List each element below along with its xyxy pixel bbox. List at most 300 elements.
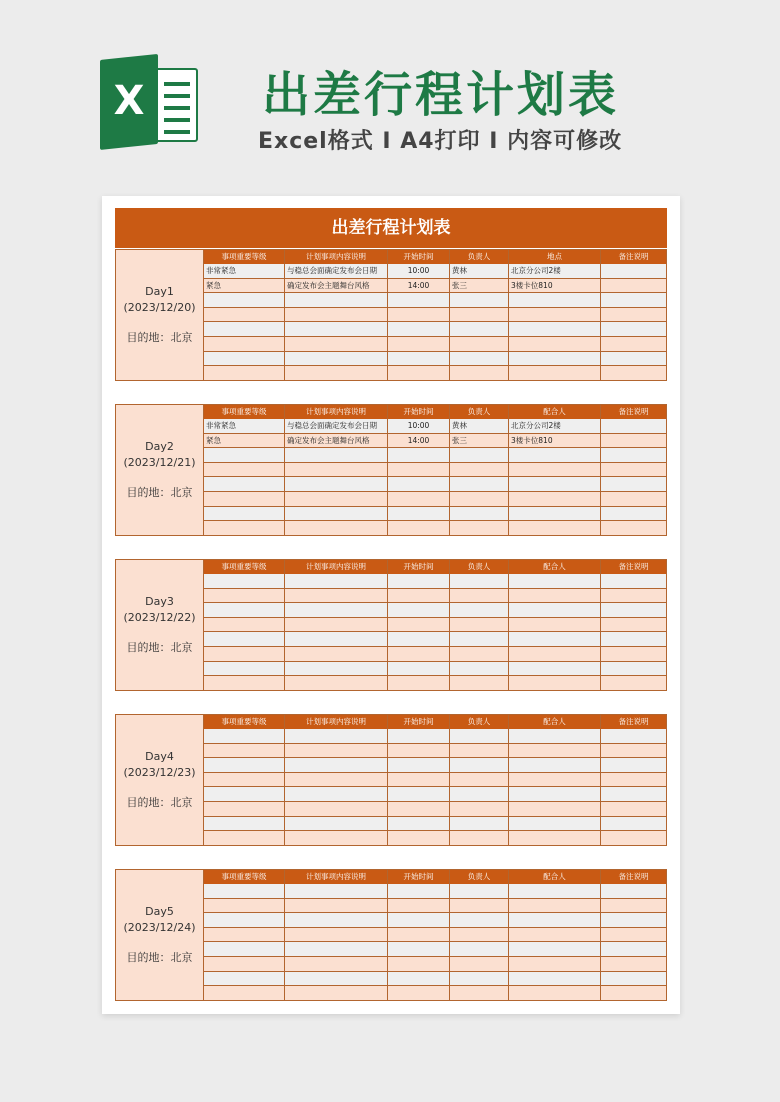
table-cell[interactable] (204, 492, 285, 506)
table-cell[interactable] (204, 913, 285, 927)
table-cell[interactable] (285, 913, 388, 927)
table-cell[interactable] (388, 802, 450, 816)
table-cell[interactable] (601, 773, 667, 787)
table-cell[interactable] (509, 366, 601, 380)
table-cell[interactable] (285, 972, 388, 986)
day-info-cell[interactable] (115, 560, 204, 691)
day-date: (2023/12/21) (123, 456, 196, 469)
table-cell[interactable]: 张三 (450, 434, 509, 448)
column-header[interactable]: 计划事项内容说明 (285, 870, 388, 884)
table-cell[interactable] (509, 589, 601, 603)
table-cell[interactable] (450, 507, 509, 521)
table-row (204, 744, 667, 759)
table-row (204, 419, 667, 434)
table-cell[interactable] (285, 957, 388, 971)
table-cell[interactable] (450, 647, 509, 661)
table-cell[interactable] (450, 463, 509, 477)
table-cell[interactable] (285, 773, 388, 787)
table-cell[interactable]: 确定发布会主题舞台风格 (285, 279, 388, 293)
table-cell[interactable] (388, 972, 450, 986)
table-cell[interactable] (601, 632, 667, 646)
table-cell[interactable] (450, 729, 509, 743)
table-cell[interactable] (204, 942, 285, 956)
table-cell[interactable] (204, 603, 285, 617)
column-header[interactable]: 备注说明 (601, 715, 667, 729)
column-header[interactable]: 备注说明 (601, 560, 667, 574)
table-row (204, 773, 667, 788)
column-header[interactable]: 事项重要等级 (204, 250, 285, 264)
table-cell[interactable] (204, 729, 285, 743)
table-cell[interactable] (450, 448, 509, 462)
table-cell[interactable] (450, 817, 509, 831)
column-header[interactable]: 计划事项内容说明 (285, 405, 388, 419)
table-cell[interactable] (450, 618, 509, 632)
excel-letter: X (113, 78, 145, 124)
table-cell[interactable] (388, 366, 450, 380)
table-cell[interactable] (285, 729, 388, 743)
table-cell[interactable] (204, 676, 285, 690)
column-header[interactable]: 负责人 (450, 405, 509, 419)
table-cell[interactable] (601, 434, 667, 448)
table-cell[interactable] (601, 337, 667, 351)
column-header[interactable]: 配合人 (509, 405, 601, 419)
column-header[interactable]: 事项重要等级 (204, 715, 285, 729)
table-cell[interactable] (285, 758, 388, 772)
table-cell[interactable] (388, 293, 450, 307)
table-cell[interactable] (450, 744, 509, 758)
table-cell[interactable] (204, 831, 285, 845)
table-cell[interactable] (388, 928, 450, 942)
table-cell[interactable] (509, 928, 601, 942)
table-cell[interactable] (509, 787, 601, 801)
table-row (204, 293, 667, 308)
table-cell[interactable] (509, 337, 601, 351)
table-cell[interactable] (509, 773, 601, 787)
table-cell[interactable] (509, 884, 601, 898)
table-cell[interactable] (450, 574, 509, 588)
column-header[interactable]: 配合人 (509, 870, 601, 884)
day-block (115, 404, 667, 535)
table-cell[interactable] (388, 942, 450, 956)
column-header[interactable]: 计划事项内容说明 (285, 715, 388, 729)
column-header[interactable]: 负责人 (450, 560, 509, 574)
day-destination: 目的地：北京 (126, 796, 193, 809)
table-cell[interactable] (509, 942, 601, 956)
table-cell[interactable]: 与稳总会面确定发布会日期 (285, 419, 388, 433)
column-header[interactable]: 开始时间 (388, 715, 450, 729)
table-cell[interactable] (450, 758, 509, 772)
table-cell[interactable] (450, 787, 509, 801)
table-cell[interactable] (285, 802, 388, 816)
table-cell[interactable] (450, 603, 509, 617)
table-cell[interactable]: 非常紧急 (204, 419, 285, 433)
table-cell[interactable] (450, 676, 509, 690)
table-cell[interactable] (388, 662, 450, 676)
table-cell[interactable] (388, 337, 450, 351)
column-header[interactable]: 地点 (509, 250, 601, 264)
table-cell[interactable]: 确定发布会主题舞台风格 (285, 434, 388, 448)
table-header-row (204, 250, 667, 264)
table-cell[interactable] (509, 618, 601, 632)
day-block (115, 559, 667, 690)
table-cell[interactable] (509, 632, 601, 646)
table-row (204, 279, 667, 294)
table-row (204, 366, 667, 381)
table-cell[interactable] (450, 352, 509, 366)
day-info-cell[interactable] (115, 870, 204, 1001)
table-cell[interactable] (601, 817, 667, 831)
table-cell[interactable] (601, 676, 667, 690)
column-header[interactable]: 计划事项内容说明 (285, 560, 388, 574)
table-cell[interactable] (601, 787, 667, 801)
column-header[interactable]: 备注说明 (601, 405, 667, 419)
column-header[interactable]: 配合人 (509, 715, 601, 729)
table-cell[interactable] (388, 957, 450, 971)
table-cell[interactable]: 张三 (450, 279, 509, 293)
table-cell[interactable] (509, 831, 601, 845)
table-cell[interactable] (450, 986, 509, 1000)
table-cell[interactable] (601, 831, 667, 845)
table-cell[interactable] (601, 589, 667, 603)
table-cell[interactable] (388, 632, 450, 646)
column-header[interactable]: 事项重要等级 (204, 560, 285, 574)
table-cell[interactable] (450, 337, 509, 351)
table-cell[interactable] (388, 744, 450, 758)
table-cell[interactable] (388, 492, 450, 506)
table-cell[interactable] (204, 521, 285, 535)
table-cell[interactable] (204, 647, 285, 661)
table-cell[interactable] (285, 521, 388, 535)
table-cell[interactable] (509, 322, 601, 336)
table-cell[interactable] (388, 448, 450, 462)
table-cell[interactable] (204, 632, 285, 646)
table-cell[interactable] (601, 463, 667, 477)
table-cell[interactable] (285, 337, 388, 351)
table-cell[interactable] (285, 817, 388, 831)
table-cell[interactable] (601, 802, 667, 816)
table-cell[interactable] (388, 831, 450, 845)
table-cell[interactable] (601, 603, 667, 617)
table-cell[interactable] (285, 463, 388, 477)
table-cell[interactable] (388, 817, 450, 831)
table-cell[interactable] (204, 773, 285, 787)
table-cell[interactable] (509, 463, 601, 477)
table-cell[interactable] (601, 293, 667, 307)
table-cell[interactable] (285, 662, 388, 676)
column-header[interactable]: 事项重要等级 (204, 405, 285, 419)
table-cell[interactable] (450, 928, 509, 942)
table-cell[interactable] (509, 744, 601, 758)
table-cell[interactable] (388, 884, 450, 898)
table-row (204, 942, 667, 957)
table-cell[interactable] (601, 574, 667, 588)
table-cell[interactable] (509, 972, 601, 986)
table-cell[interactable] (509, 913, 601, 927)
table-row (204, 574, 667, 589)
table-cell[interactable] (388, 787, 450, 801)
column-header[interactable]: 开始时间 (388, 560, 450, 574)
table-cell[interactable] (450, 366, 509, 380)
column-header[interactable]: 开始时间 (388, 870, 450, 884)
table-cell[interactable] (601, 662, 667, 676)
table-cell[interactable] (509, 477, 601, 491)
table-cell[interactable] (509, 521, 601, 535)
table-cell[interactable] (388, 913, 450, 927)
page-title: 出差行程计划表 (262, 67, 620, 123)
column-header[interactable]: 计划事项内容说明 (285, 250, 388, 264)
table-cell[interactable] (601, 521, 667, 535)
table-cell[interactable]: 北京分公司2楼 (509, 264, 601, 278)
day-info-cell[interactable] (115, 405, 204, 536)
table-cell[interactable] (450, 831, 509, 845)
table-cell[interactable] (388, 676, 450, 690)
table-cell[interactable] (204, 884, 285, 898)
table-cell[interactable] (204, 337, 285, 351)
table-cell[interactable] (450, 492, 509, 506)
table-cell[interactable] (601, 448, 667, 462)
table-cell[interactable] (450, 521, 509, 535)
column-header[interactable]: 备注说明 (601, 870, 667, 884)
table-cell[interactable] (450, 884, 509, 898)
table-cell[interactable] (285, 293, 388, 307)
table-cell[interactable] (509, 647, 601, 661)
column-header[interactable]: 负责人 (450, 250, 509, 264)
table-cell[interactable] (450, 899, 509, 913)
table-cell[interactable] (450, 773, 509, 787)
table-cell[interactable] (450, 322, 509, 336)
table-cell[interactable] (285, 928, 388, 942)
day-destination: 目的地：北京 (126, 641, 193, 654)
table-cell[interactable] (450, 632, 509, 646)
day-day: Day2 (145, 440, 174, 453)
column-header[interactable]: 负责人 (450, 870, 509, 884)
table-cell[interactable] (509, 308, 601, 322)
table-cell[interactable]: 非常紧急 (204, 264, 285, 278)
table-cell[interactable] (601, 957, 667, 971)
table-cell[interactable] (509, 676, 601, 690)
table-cell[interactable] (204, 463, 285, 477)
table-cell[interactable] (285, 477, 388, 491)
table-cell[interactable] (450, 913, 509, 927)
table-cell[interactable] (450, 308, 509, 322)
table-cell[interactable]: 黄林 (450, 419, 509, 433)
table-cell[interactable] (388, 308, 450, 322)
table-cell[interactable] (388, 574, 450, 588)
table-cell[interactable] (204, 957, 285, 971)
table-cell[interactable] (601, 972, 667, 986)
table-cell[interactable] (601, 279, 667, 293)
table-cell[interactable] (601, 477, 667, 491)
column-header[interactable]: 事项重要等级 (204, 870, 285, 884)
table-cell[interactable] (601, 366, 667, 380)
table-cell[interactable] (601, 492, 667, 506)
table-cell[interactable] (388, 521, 450, 535)
day-destination: 目的地：北京 (126, 486, 193, 499)
table-cell[interactable] (450, 942, 509, 956)
table-cell[interactable] (450, 477, 509, 491)
table-cell[interactable] (388, 647, 450, 661)
table-cell[interactable] (388, 986, 450, 1000)
table-cell[interactable] (601, 899, 667, 913)
column-header[interactable]: 备注说明 (601, 250, 667, 264)
table-cell[interactable] (388, 758, 450, 772)
table-cell[interactable] (450, 662, 509, 676)
table-cell[interactable]: 14:00 (388, 434, 450, 448)
table-cell[interactable] (509, 729, 601, 743)
table-cell[interactable] (285, 884, 388, 898)
table-cell[interactable] (285, 899, 388, 913)
table-cell[interactable] (204, 366, 285, 380)
table-cell[interactable]: 紧急 (204, 279, 285, 293)
table-cell[interactable] (285, 647, 388, 661)
table-cell[interactable] (204, 574, 285, 588)
table-cell[interactable] (509, 758, 601, 772)
table-cell[interactable] (285, 322, 388, 336)
table-row (204, 957, 667, 972)
table-cell[interactable] (204, 308, 285, 322)
table-cell[interactable] (388, 477, 450, 491)
table-cell[interactable] (285, 676, 388, 690)
table-cell[interactable] (450, 957, 509, 971)
table-cell[interactable] (204, 986, 285, 1000)
table-cell[interactable] (450, 972, 509, 986)
table-cell[interactable] (204, 293, 285, 307)
table-cell[interactable] (204, 928, 285, 942)
table-cell[interactable] (509, 293, 601, 307)
table-cell[interactable]: 黄林 (450, 264, 509, 278)
table-cell[interactable] (388, 352, 450, 366)
table-cell[interactable] (285, 986, 388, 1000)
table-cell[interactable] (509, 507, 601, 521)
table-cell[interactable] (388, 618, 450, 632)
day-table (204, 715, 667, 846)
table-cell[interactable] (509, 603, 601, 617)
table-cell[interactable] (601, 264, 667, 278)
table-cell[interactable] (204, 589, 285, 603)
table-cell[interactable] (285, 352, 388, 366)
table-cell[interactable]: 14:00 (388, 279, 450, 293)
table-cell[interactable] (388, 589, 450, 603)
table-cell[interactable] (509, 986, 601, 1000)
day-day: Day5 (145, 905, 174, 918)
table-cell[interactable] (450, 802, 509, 816)
table-cell[interactable] (388, 773, 450, 787)
table-cell[interactable] (285, 366, 388, 380)
table-cell[interactable] (509, 957, 601, 971)
table-cell[interactable] (601, 986, 667, 1000)
day-info-cell[interactable] (115, 715, 204, 846)
table-cell[interactable] (388, 507, 450, 521)
table-cell[interactable] (388, 603, 450, 617)
table-cell[interactable] (204, 744, 285, 758)
table-cell[interactable] (601, 744, 667, 758)
table-cell[interactable] (601, 729, 667, 743)
table-cell[interactable] (388, 899, 450, 913)
day-date: (2023/12/23) (123, 766, 196, 779)
column-header[interactable]: 负责人 (450, 715, 509, 729)
table-cell[interactable] (204, 662, 285, 676)
table-cell[interactable] (204, 758, 285, 772)
table-cell[interactable] (450, 293, 509, 307)
table-cell[interactable] (204, 802, 285, 816)
table-cell[interactable] (285, 787, 388, 801)
table-cell[interactable] (285, 589, 388, 603)
table-cell[interactable] (601, 322, 667, 336)
table-cell[interactable] (204, 448, 285, 462)
table-cell[interactable] (509, 352, 601, 366)
table-cell[interactable] (601, 419, 667, 433)
column-header[interactable]: 开始时间 (388, 250, 450, 264)
table-cell[interactable] (388, 729, 450, 743)
table-cell[interactable] (601, 942, 667, 956)
table-cell[interactable]: 10:00 (388, 419, 450, 433)
table-cell[interactable] (285, 603, 388, 617)
table-cell[interactable] (285, 574, 388, 588)
table-cell[interactable] (388, 322, 450, 336)
table-cell[interactable] (204, 787, 285, 801)
table-row (204, 662, 667, 677)
day-info-cell[interactable] (115, 250, 204, 381)
table-cell[interactable] (204, 322, 285, 336)
table-cell[interactable] (509, 802, 601, 816)
table-cell[interactable] (450, 589, 509, 603)
table-cell[interactable] (601, 758, 667, 772)
table-cell[interactable] (204, 477, 285, 491)
table-cell[interactable] (204, 899, 285, 913)
table-cell[interactable] (509, 662, 601, 676)
table-cell[interactable] (509, 899, 601, 913)
table-cell[interactable] (388, 463, 450, 477)
table-cell[interactable] (285, 618, 388, 632)
table-cell[interactable] (285, 492, 388, 506)
table-cell[interactable] (204, 972, 285, 986)
table-cell[interactable] (601, 308, 667, 322)
table-cell[interactable]: 3楼卡位810 (509, 434, 601, 448)
day-day: Day3 (145, 595, 174, 608)
table-cell[interactable] (601, 507, 667, 521)
table-cell[interactable] (509, 448, 601, 462)
table-cell[interactable] (204, 618, 285, 632)
table-cell[interactable] (285, 632, 388, 646)
table-cell[interactable] (204, 817, 285, 831)
table-cell[interactable] (509, 574, 601, 588)
table-cell[interactable]: 10:00 (388, 264, 450, 278)
table-cell[interactable] (285, 942, 388, 956)
table-cell[interactable] (601, 618, 667, 632)
table-cell[interactable]: 北京分公司2楼 (509, 419, 601, 433)
table-cell[interactable]: 3楼卡位810 (509, 279, 601, 293)
table-cell[interactable]: 紧急 (204, 434, 285, 448)
table-cell[interactable] (601, 928, 667, 942)
table-cell[interactable] (285, 308, 388, 322)
table-cell[interactable] (509, 492, 601, 506)
table-cell[interactable] (601, 647, 667, 661)
day-block (115, 249, 667, 380)
column-header[interactable]: 开始时间 (388, 405, 450, 419)
table-cell[interactable] (285, 448, 388, 462)
table-cell[interactable] (204, 352, 285, 366)
table-cell[interactable] (285, 507, 388, 521)
table-cell[interactable] (285, 744, 388, 758)
table-cell[interactable] (509, 817, 601, 831)
table-cell[interactable] (285, 831, 388, 845)
table-cell[interactable] (601, 913, 667, 927)
table-cell[interactable] (204, 507, 285, 521)
table-cell[interactable] (601, 352, 667, 366)
column-header[interactable]: 配合人 (509, 560, 601, 574)
table-cell[interactable] (601, 884, 667, 898)
table-cell[interactable]: 与稳总会面确定发布会日期 (285, 264, 388, 278)
